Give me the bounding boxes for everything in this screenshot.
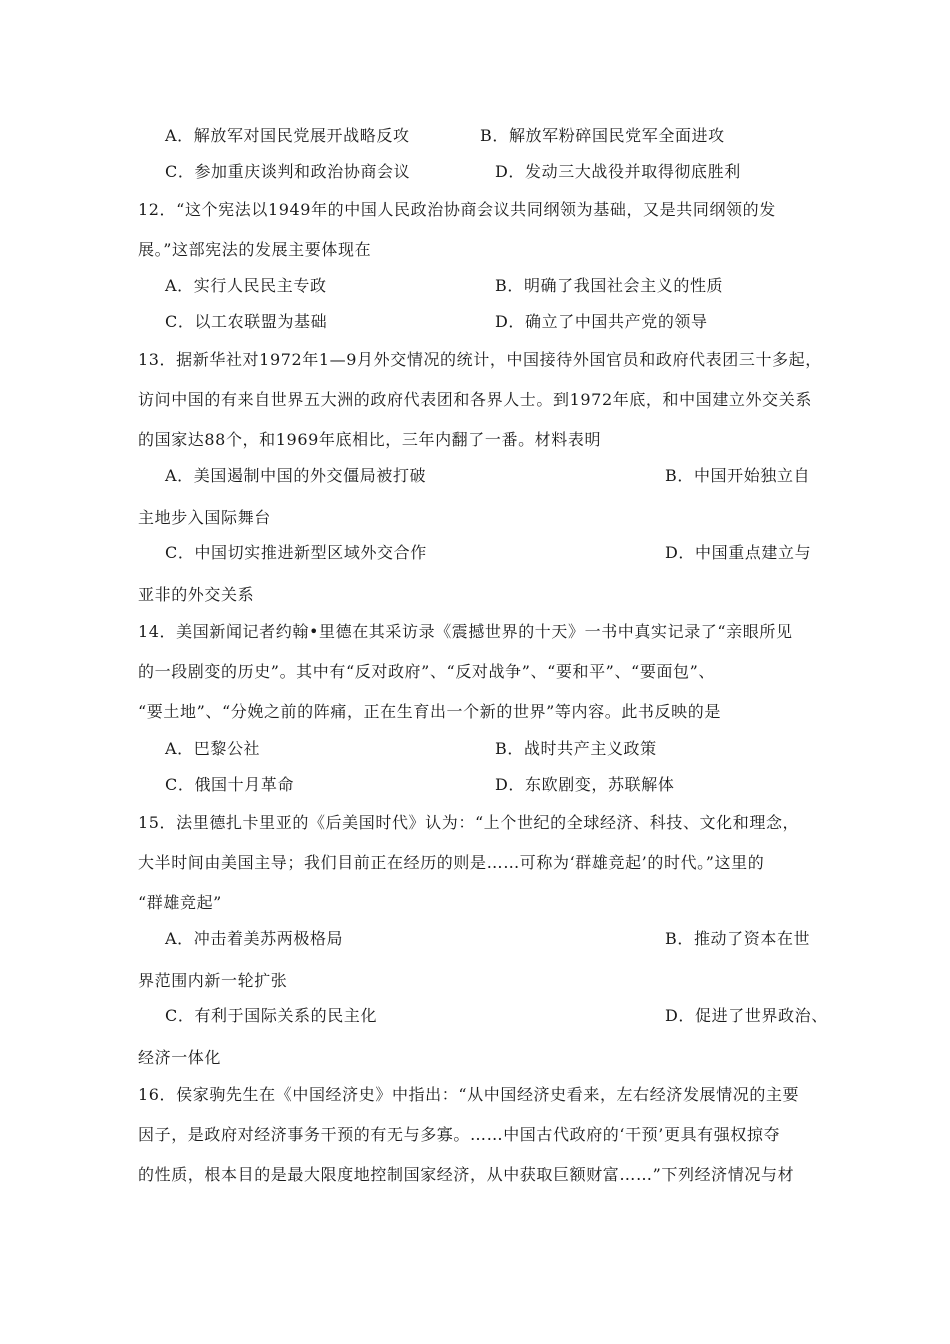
q13-stem-line-3: 的国家达88个，和1969年底相比，三年内翻了一番。材料表明 [138,430,602,449]
q14-stem-line-1: 14．美国新闻记者约翰•里德在其采访录《震撼世界的十天》一书中真实记录了“亲眼所见 [138,622,793,641]
q11-option-b[interactable]: B．解放军粉碎国民党军全面进攻 [480,126,725,145]
q15-option-b-continued: 界范围内新一轮扩张 [138,971,288,990]
q12-stem-line-2: 展。”这部宪法的发展主要体现在 [138,240,372,259]
q15-stem-line-1: 15．法里德扎卡里亚的《后美国时代》认为：“上个世纪的全球经济、科技、文化和理念， [138,813,800,832]
q12-stem-line-1: 12．“这个宪法以1949年的中国人民政治协商会议共同纲领为基础，又是共同纲领的发 [138,200,776,219]
q11-option-d[interactable]: D．发动三大战役并取得彻底胜利 [495,162,741,181]
q15-option-b[interactable]: B．推动了资本在世 [665,929,811,948]
q15-option-d[interactable]: D．促进了世界政治、 [665,1006,828,1025]
q14-option-c[interactable]: C．俄国十月革命 [165,775,295,794]
q14-option-b[interactable]: B．战时共产主义政策 [495,739,657,758]
q13-option-b-continued: 主地步入国际舞台 [138,508,271,527]
q13-stem-line-2: 访问中国的有来自世界五大洲的政府代表团和各界人士。到1972年底，和中国建立外交关系 [138,390,812,409]
q12-option-d[interactable]: D．确立了中国共产党的领导 [495,312,708,331]
q14-option-d[interactable]: D．东欧剧变，苏联解体 [495,775,675,794]
q12-option-b[interactable]: B．明确了我国社会主义的性质 [495,276,724,295]
q11-option-a[interactable]: A．解放军对国民党展开战略反攻 [165,126,410,145]
q13-option-b[interactable]: B．中国开始独立自 [665,466,811,485]
q13-option-a[interactable]: A．美国遏制中国的外交僵局被打破 [165,466,427,485]
q15-stem-line-2: 大半时间由美国主导；我们目前正在经历的则是……可称为‘群雄竞起’的时代。”这里的 [138,853,765,872]
q12-option-a[interactable]: A．实行人民民主专政 [165,276,327,295]
q11-option-c[interactable]: C．参加重庆谈判和政治协商会议 [165,162,411,181]
q12-option-c[interactable]: C．以工农联盟为基础 [165,312,328,331]
q16-stem-line-1: 16．侯家驹先生在《中国经济史》中指出：“从中国经济史看来，左右经济发展情况的主要 [138,1085,800,1104]
q14-stem-line-2: 的一段剧变的历史”。其中有“反对政府”、“反对战争”、“要和平”、“要面包”、 [138,662,716,681]
q15-option-c[interactable]: C．有利于国际关系的民主化 [165,1006,378,1025]
q13-option-d[interactable]: D．中国重点建立与 [665,543,812,562]
q15-stem-line-3: “群雄竞起” [138,893,222,912]
q14-option-a[interactable]: A．巴黎公社 [165,739,261,758]
q16-stem-line-2: 因子，是政府对经济事务干预的有无与多寡。……中国古代政府的‘干预’更具有强权掠夺 [138,1125,781,1144]
q13-stem-line-1: 13．据新华社对1972年1—9月外交情况的统计，中国接待外国官员和政府代表团三十多起， [138,350,822,369]
q16-stem-line-3: 的性质，根本目的是最大限度地控制国家经济，从中获取巨额财富……”下列经济情况与材 [138,1165,795,1184]
q15-option-d-continued: 经济一体化 [138,1048,222,1067]
q15-option-a[interactable]: A．冲击着美苏两极格局 [165,929,344,948]
q13-option-d-continued: 亚非的外交关系 [138,585,255,604]
q13-option-c[interactable]: C．中国切实推进新型区域外交合作 [165,543,427,562]
q14-stem-line-3: “要土地”、“分娩之前的阵痛，正在生育出一个新的世界”等内容。此书反映的是 [138,702,721,721]
